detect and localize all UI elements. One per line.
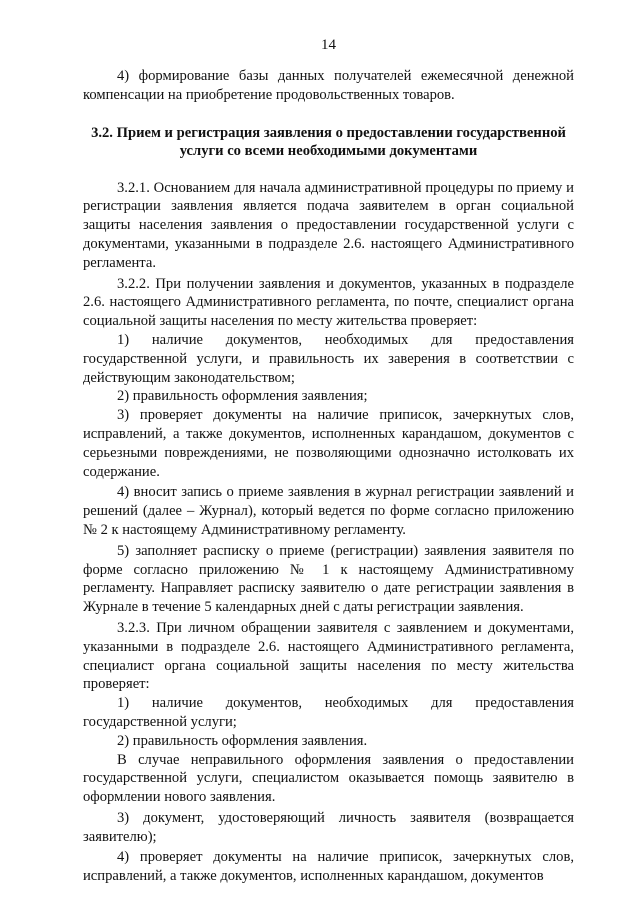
paragraph-3-2-2: 3.2.2. При получении заявления и документов, указанных в подразделе 2.6. настоящего Административного регламента, по почте, специалист органа социальной защиты населения по месту жительства проверяет: bbox=[83, 275, 574, 330]
list-item-2: 2) правильность оформления заявления; bbox=[117, 388, 368, 405]
list-item-4: 4) вносит запись о приеме заявления в журнал регистрации заявлений и решений (далее – Журнал), который ведется по форме согласно приложению № 2 к настоящему Административному регламенту. bbox=[83, 484, 574, 538]
list-item-1-personal: 1) наличие документов, необходимых для предоставления государственной услуги; bbox=[83, 695, 574, 730]
list-item-3-personal: 3) документ, удостоверяющий личность заявителя (возвращается заявителю); bbox=[83, 809, 574, 845]
list-item-5: 5) заполняет расписку о приеме (регистрации) заявления заявителя по форме согласно приложению № 1 к настоящему Административному регламенту. Направляет расписку заявителю о дате регистрации заявления в Журнале в течение 5 календарных дней с даты регистрации заявления. bbox=[83, 542, 574, 616]
paragraph-3-2-3: 3.2.3. При личном обращении заявителя с заявлением и документами, указанными в подразделе 2.6. настоящего Административного регламента, специалист органа социальной защиты населения по месту жительства проверяет: bbox=[83, 619, 574, 693]
correction-note: В случае неправильного оформления заявления о предоставлении государственной услуги, специалистом оказывается помощь заявителю в оформлении нового заявления. bbox=[83, 751, 574, 806]
paragraph-3-2-1: 3.2.1. Основанием для начала административной процедуры по приему и регистрации заявления является подача заявителем в орган социальной защиты населения заявления о предоставлении государственной услуги с документами, указанными в подразделе 2.6. настоящего Административного регламента. bbox=[83, 179, 574, 271]
list-item-1: 1) наличие документов, необходимых для предоставления государственной услуги, и правильность их заверения в соответствии с действующим законодательством; bbox=[83, 331, 574, 386]
intro-paragraph: 4) формирование базы данных получателей ежемесячной денежной компенсации на приобретение продовольственных товаров. bbox=[83, 68, 574, 103]
list-item-2-personal: 2) правильность оформления заявления. bbox=[117, 732, 368, 749]
list-item-4-personal: 4) проверяет документы на наличие приписок, зачеркнутых слов, исправлений, а также документов, исполненных карандашом, документов bbox=[83, 849, 574, 885]
list-item-3: 3) проверяет документы на наличие приписок, зачеркнутых слов, исправлений, а также документов, исполненных карандашом, документов с серьезными повреждениями, не позволяющими однозначно истолковать их содержание. bbox=[83, 407, 574, 480]
page-number: 14 bbox=[321, 37, 336, 53]
section-heading: 3.2. Прием и регистрация заявления о предоставлении государственной услуги со всеми необходимыми документами bbox=[91, 124, 566, 160]
